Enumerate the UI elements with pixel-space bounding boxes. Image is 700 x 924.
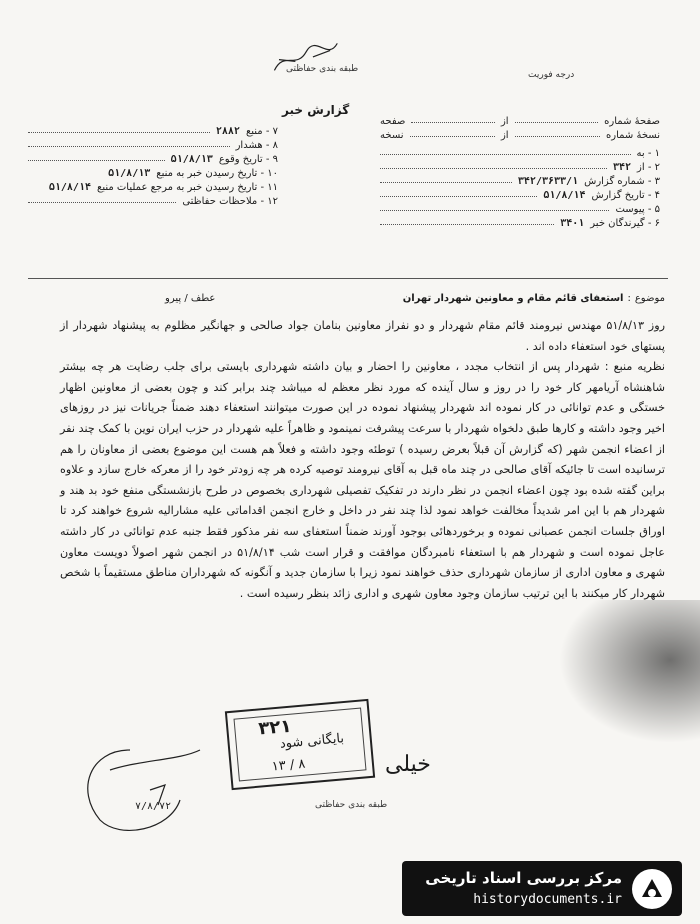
body-paragraph: روز ۵۱/۸/۱۳ مهندس نیرومند قائم مقام شهردار و دو نفراز معاونین بنامان جواد صالحی و جهانگیر مظلوم به پیشنهاد شهردار از پستهای خود استعفاء داده اند . [60, 319, 666, 353]
field-row: ۸ - هشدار [28, 139, 278, 153]
field-row: ۹ - تاریخ وقوع ۵۱/۸/۱۳ [28, 153, 278, 167]
report-title: گزارش خبر [282, 103, 350, 117]
field-row: ۴ - تاریخ گزارش ۵۱/۸/۱۴ [380, 189, 660, 203]
left-fields [28, 125, 278, 209]
field-row: ۶ - گیرندگان خبر ۳۴۰۱ [380, 217, 660, 231]
archive-stamp [225, 699, 375, 790]
footer-logo [402, 861, 682, 916]
body-paragraph: نظریه منبع : شهردار پس از انتخاب مجدد ، معاونین را احضار و بیان داشته شهرداری بایستی برای جلب رضایت هر چه بیشتر شاهنشاه آریامهر کار خود را در روز و سال آینده که مورد نظر معظم له میباشد چند برابر کند و چون بعضی از معاونین اظهار خستگی و عدم توانائی در کار نموده اند شهردار پیشنهاد نموده در این صورت میتوانند استعفاء دهند ضمناً جریانات نیز در روزهای اخیر وجود داشته و کارها طبق دلخواه شهردار با سرعت پیشرفت نمینمود و ظاهراً علیه شهردار در حزب ایران نوین با کمک چند نفر از اعضاء انجمن شهر (که گزارش آن قبلاً بعرض رسیده ) توطئه وجود داشته و فعلاً هم هست این موضوع بعضی از معاونان را هم ترسانیده است تا جائیکه آقای صالحی در چند ماه قبل به آقای نیرومند توصیه کرده هر چه زودتر خود را از معرکه خارج سازد و علاوه براین گفته شده بود چون اعضاء انجمن در نظر دارند در تفکیک تفصیلی شهرداری بخصوص در طرح بازنشستگی منفع خود بد هند و شهردار هم با این امر شدیداً مخالفت خواهد نمود لذا چند نفر در داخل و خارج انجمن اقداماتی علیه مشارالیه شروع خواهند کرد تا اوراق جلسات انجمن عصبانی نموده و برخوردهائی بوجود آورند ضمناً استعفای سه نفر مذکور فقط جنبه عدم توانائی در کار داشته عاجل نموده است و شهردار هم با استعفاء نامبردگان موافقت و قرار است شب ۵۱/۸/۱۴ در انجمن شهر اصولاً دویست معاون شهری و معاون اداری از سازمان شهرداری حذف خواهند نمود زیرا با سازمان جدید و آنگونه که شهرداران مناطق مستقیماً با شخص شهردار کار میکنند با این ترتیب سازمان وجود معاون شهری و اداری زائد بنظر رسیده است . [60, 360, 665, 600]
archive-number: ۷/۸/۷۲ [135, 801, 172, 812]
report-body [60, 316, 665, 604]
field-row: ۱۱ - تاریخ رسیدن خبر به مرجع عملیات منبع ۵۱/۸/۱۴ [48, 182, 278, 193]
field-row: صفحۀ شماره از صفحه [380, 116, 660, 127]
footer-title: مرکز بررسی اسناد تاریخی [425, 869, 622, 887]
book-icon [632, 869, 672, 909]
field-row: ۳ - شماره گزارش ۳۴۲/۳۶۳۳/۱ [380, 175, 660, 189]
stamp-number: ۳۲۱ [257, 715, 293, 740]
subject-label: موضوع [634, 293, 665, 304]
bottom-classification-label: طبقه بندی حفاظتی [315, 800, 388, 810]
right-fields [380, 115, 660, 231]
field-row: ۲ - از ۳۴۲ [380, 161, 660, 175]
subject-text: استعفای قائم مقام و معاونین شهردار تهران [402, 293, 624, 304]
field-row: ۱۲ - ملاحظات حفاظتی [28, 195, 278, 209]
field-row: ۷ - منبع ۲۸۸۲ [28, 125, 278, 139]
stamp-text: بایگانی شود [279, 731, 345, 752]
separator-line [28, 278, 668, 279]
subject-line: موضوع : استعفای قائم مقام و معاونین شهردار تهران [402, 293, 665, 304]
field-row: ۵ - پیوست [380, 203, 660, 217]
confidential-stamp [263, 33, 348, 84]
handwritten-signature [70, 730, 210, 840]
footer-url: historydocuments.ir [473, 892, 622, 907]
stamp-date: ۱۳ / ۸ [271, 756, 306, 775]
top-classification-label: طبقه بندی حفاظتی [286, 64, 359, 74]
field-row: ۱ - به [380, 147, 660, 161]
reference-label: عطف / پیرو [165, 293, 216, 304]
scan-shadow [550, 600, 700, 750]
field-row: ۱۰ - تاریخ رسیدن خبر به منبع ۵۱/۸/۱۳ [108, 168, 278, 179]
field-row: نسخۀ شماره از نسخه [380, 130, 660, 141]
urgency-label: درجه فوریت [528, 70, 575, 80]
signature-word: خیلی [385, 752, 431, 777]
